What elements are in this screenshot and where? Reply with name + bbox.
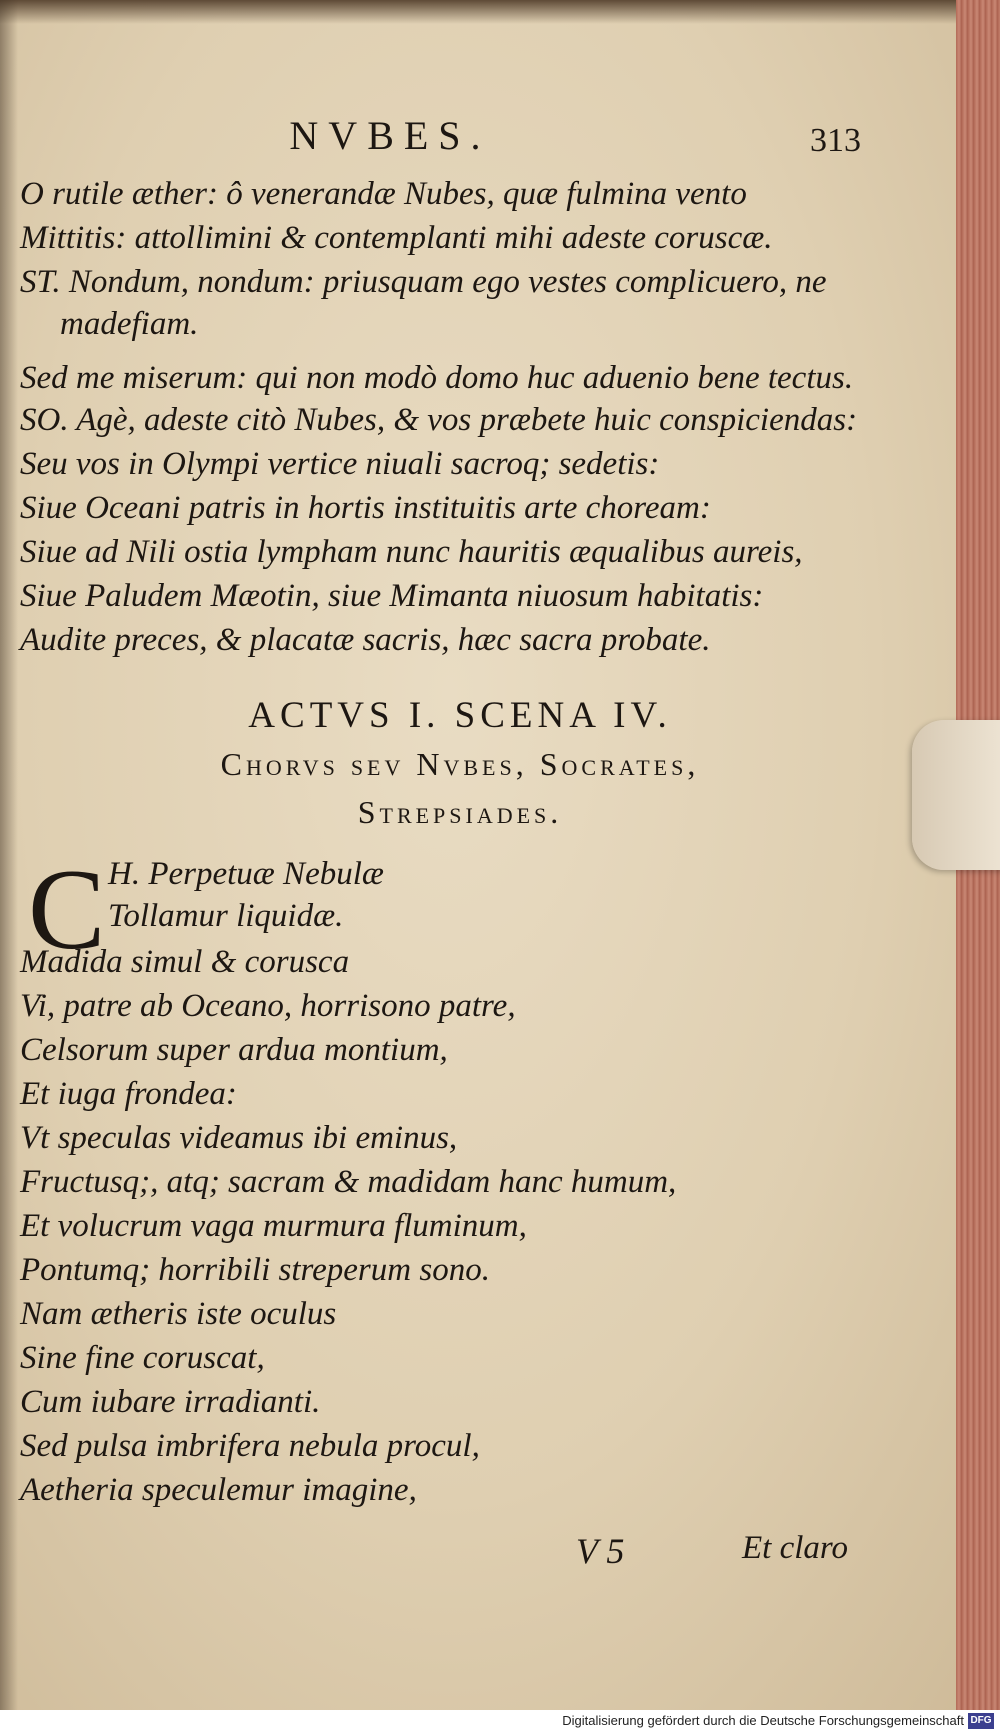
verse-line: Sed pulsa imbrifera nebula procul, — [20, 1428, 480, 1464]
verse-line: H. Perpetuæ Nebulæ — [108, 856, 384, 892]
verse-line: Madida simul & corusca — [20, 944, 350, 980]
verse-line: Nam ætheris iste oculus — [20, 1296, 337, 1332]
verse-line: Et iuga frondea: — [20, 1076, 237, 1112]
signature-mark: V 5 — [576, 1531, 625, 1571]
page-number: 313 — [810, 122, 861, 159]
character-list: Strepsiades. — [357, 794, 563, 830]
verse-line: Tollamur liquidæ. — [108, 898, 344, 934]
digitization-footer — [0, 1710, 1000, 1732]
page-clip — [912, 720, 1000, 870]
verse-line: Cum iubare irradianti. — [20, 1384, 321, 1420]
verse-line: Fructusq;, atq; sacram & madidam hanc humum, — [20, 1164, 677, 1200]
verse-line: Aetheria speculemur imagine, — [20, 1472, 417, 1508]
catchword: Et claro — [742, 1530, 849, 1566]
dfg-logo-icon: DFG — [968, 1713, 994, 1729]
running-title: NVBES. — [289, 113, 491, 158]
verse-line: Pontumq; horribili streperum sono. — [20, 1252, 490, 1288]
verse-line: Siue Oceani patris in hortis instituitis arte choream: — [20, 490, 711, 526]
verse-line: Mittitis: attollimini & contemplanti mihi adeste coruscæ. — [20, 220, 773, 256]
verse-line: Vi, patre ab Oceano, horrisono patre, — [20, 988, 516, 1024]
verse-line: Sed me miserum: qui non modò domo huc aduenio bene tectus. — [20, 360, 854, 396]
character-list: Chorvs sev Nvbes, Socrates, — [220, 746, 700, 782]
drop-cap: C — [28, 846, 106, 974]
verse-line: Seu vos in Olympi vertice niuali sacroq; sedetis: — [20, 446, 660, 482]
verse-line: Siue ad Nili ostia lympham nunc hauritis æqualibus aureis, — [20, 534, 803, 570]
gutter-shadow — [0, 0, 18, 1732]
verse-line: Sine fine coruscat, — [20, 1340, 265, 1376]
verse-line: Audite preces, & placatæ sacris, hæc sacra probate. — [20, 622, 711, 658]
verse-line: Vt speculas videamus ibi eminus, — [20, 1120, 458, 1156]
verse-line: Siue Paludem Mæotin, siue Mimanta niuosum habitatis: — [20, 578, 764, 614]
verse-line: ST. Nondum, nondum: priusquam ego vestes complicuero, ne — [20, 264, 827, 300]
verse-line: O rutile æther: ô venerandæ Nubes, quæ fulmina vento — [20, 176, 747, 212]
verse-line: Et volucrum vaga murmura fluminum, — [20, 1208, 527, 1244]
printed-page — [20, 0, 900, 1732]
scene-heading: ACTVS I. SCENA IV. — [248, 695, 672, 736]
running-head — [20, 112, 900, 172]
verse-line: SO. Agè, adeste citò Nubes, & vos præbete huic conspiciendas: — [20, 402, 858, 438]
verse-line: Celsorum super ardua montium, — [20, 1032, 448, 1068]
verse-line: madefiam. — [60, 306, 199, 342]
footer-credit: Digitalisierung gefördert durch die Deutsche Forschungsgemeinschaft — [562, 1713, 964, 1728]
